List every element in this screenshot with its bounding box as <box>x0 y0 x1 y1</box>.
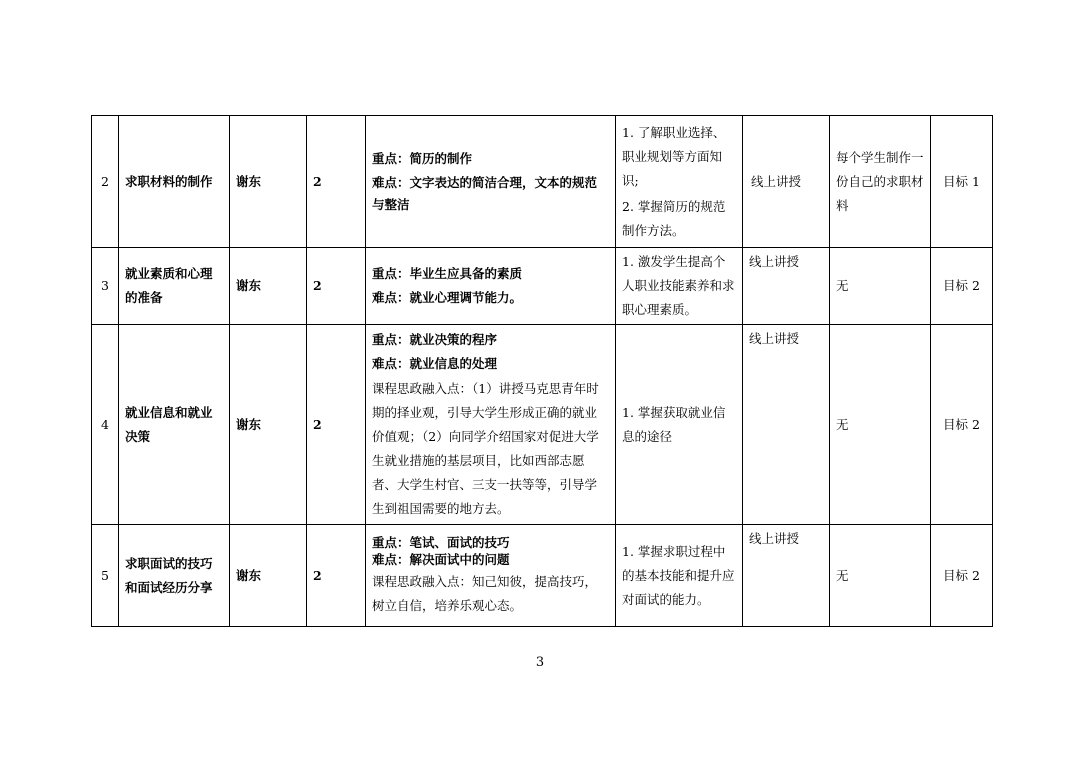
task-text: 无 <box>836 278 849 293</box>
goal-item: 1. 掌握获取就业信息的途径 <box>622 404 726 444</box>
table-row <box>92 325 993 525</box>
teacher-name: 谢东 <box>230 248 307 325</box>
topic-name: 求职材料的制作 <box>119 116 230 248</box>
student-task <box>830 248 931 325</box>
difficult-point: 难点：就业信息的处理 <box>372 355 498 371</box>
goal-item: 2. 掌握简历的规范制作方法。 <box>622 198 726 238</box>
task-text: 每个学生制作一份自己的求职材料 <box>836 149 924 213</box>
student-task <box>830 116 931 248</box>
key-point: 重点：毕业生应具备的素质 <box>372 266 523 281</box>
course-objective: 目标 2 <box>931 525 993 627</box>
row-number: 2 <box>92 116 119 248</box>
course-objective: 目标 2 <box>931 248 993 325</box>
teaching-method <box>743 116 830 248</box>
teaching-goals <box>616 525 743 627</box>
difficult-point: 难点：就业心理调节能力。 <box>372 290 523 305</box>
teaching-method <box>743 325 830 525</box>
course-objective: 目标 1 <box>931 116 993 248</box>
class-hours: 2 <box>307 116 366 248</box>
method-text: 线上讲授 <box>749 254 800 269</box>
page-number: 3 <box>535 655 545 670</box>
teaching-goals <box>616 325 743 525</box>
ideological-point: 课程思政融入点：（1）讲授马克思青年时期的择业观，引导大学生形成正确的就业价值观；（2）向同学介绍国家对促进大学生就业措施的基层项目，比如西部志愿者、大学生村官、三支一扶等等，引导学生到祖国需要的地方去。 <box>372 380 599 516</box>
key-difficult-points <box>366 248 616 325</box>
row-number: 4 <box>92 325 119 525</box>
method-text: 线上讲授 <box>751 173 802 189</box>
difficult-point: 难点：文字表达的简洁合理，文本的规范与整洁 <box>372 174 598 212</box>
goal-item: 1. 激发学生提高个人职业技能素养和求职心理素质。 <box>622 254 735 317</box>
key-difficult-points <box>366 525 616 627</box>
table-row <box>92 525 993 627</box>
key-point: 重点：就业决策的程序 <box>372 331 498 347</box>
key-difficult-points <box>366 325 616 525</box>
method-text: 线上讲授 <box>749 331 800 346</box>
teacher-name: 谢东 <box>230 116 307 248</box>
class-hours: 2 <box>307 325 366 525</box>
table-row <box>92 248 993 325</box>
ideological-point: 课程思政融入点：知己知彼，提高技巧，树立自信，培养乐观心态。 <box>372 573 598 613</box>
teaching-method <box>743 248 830 325</box>
task-text: 无 <box>836 567 849 583</box>
task-text: 无 <box>836 416 849 432</box>
topic-name: 就业信息和就业决策 <box>119 325 230 525</box>
course-objective: 目标 2 <box>931 325 993 525</box>
table-row <box>92 116 993 248</box>
teacher-name: 谢东 <box>230 525 307 627</box>
method-text: 线上讲授 <box>749 531 800 546</box>
teaching-goals <box>616 248 743 325</box>
student-task <box>830 325 931 525</box>
teacher-name: 谢东 <box>230 325 307 525</box>
class-hours: 2 <box>307 248 366 325</box>
row-number: 5 <box>92 525 119 627</box>
row-number: 3 <box>92 248 119 325</box>
teaching-goals <box>616 116 743 248</box>
topic-name: 就业素质和心理的准备 <box>119 248 230 325</box>
course-schedule-table <box>91 115 993 627</box>
key-point: 重点：简历的制作 <box>372 150 473 166</box>
key-difficult-points <box>366 116 616 248</box>
student-task <box>830 525 931 627</box>
goal-item: 1. 了解职业选择、职业规划等方面知识; <box>622 124 726 188</box>
goal-item: 1. 掌握求职过程中的基本技能和提升应对面试的能力。 <box>622 543 735 607</box>
difficult-point: 难点：解决面试中的问题 <box>372 551 510 567</box>
key-point: 重点：笔试、面试的技巧 <box>372 534 510 550</box>
class-hours: 2 <box>307 525 366 627</box>
teaching-method <box>743 525 830 627</box>
topic-name: 求职面试的技巧和面试经历分享 <box>119 525 230 627</box>
